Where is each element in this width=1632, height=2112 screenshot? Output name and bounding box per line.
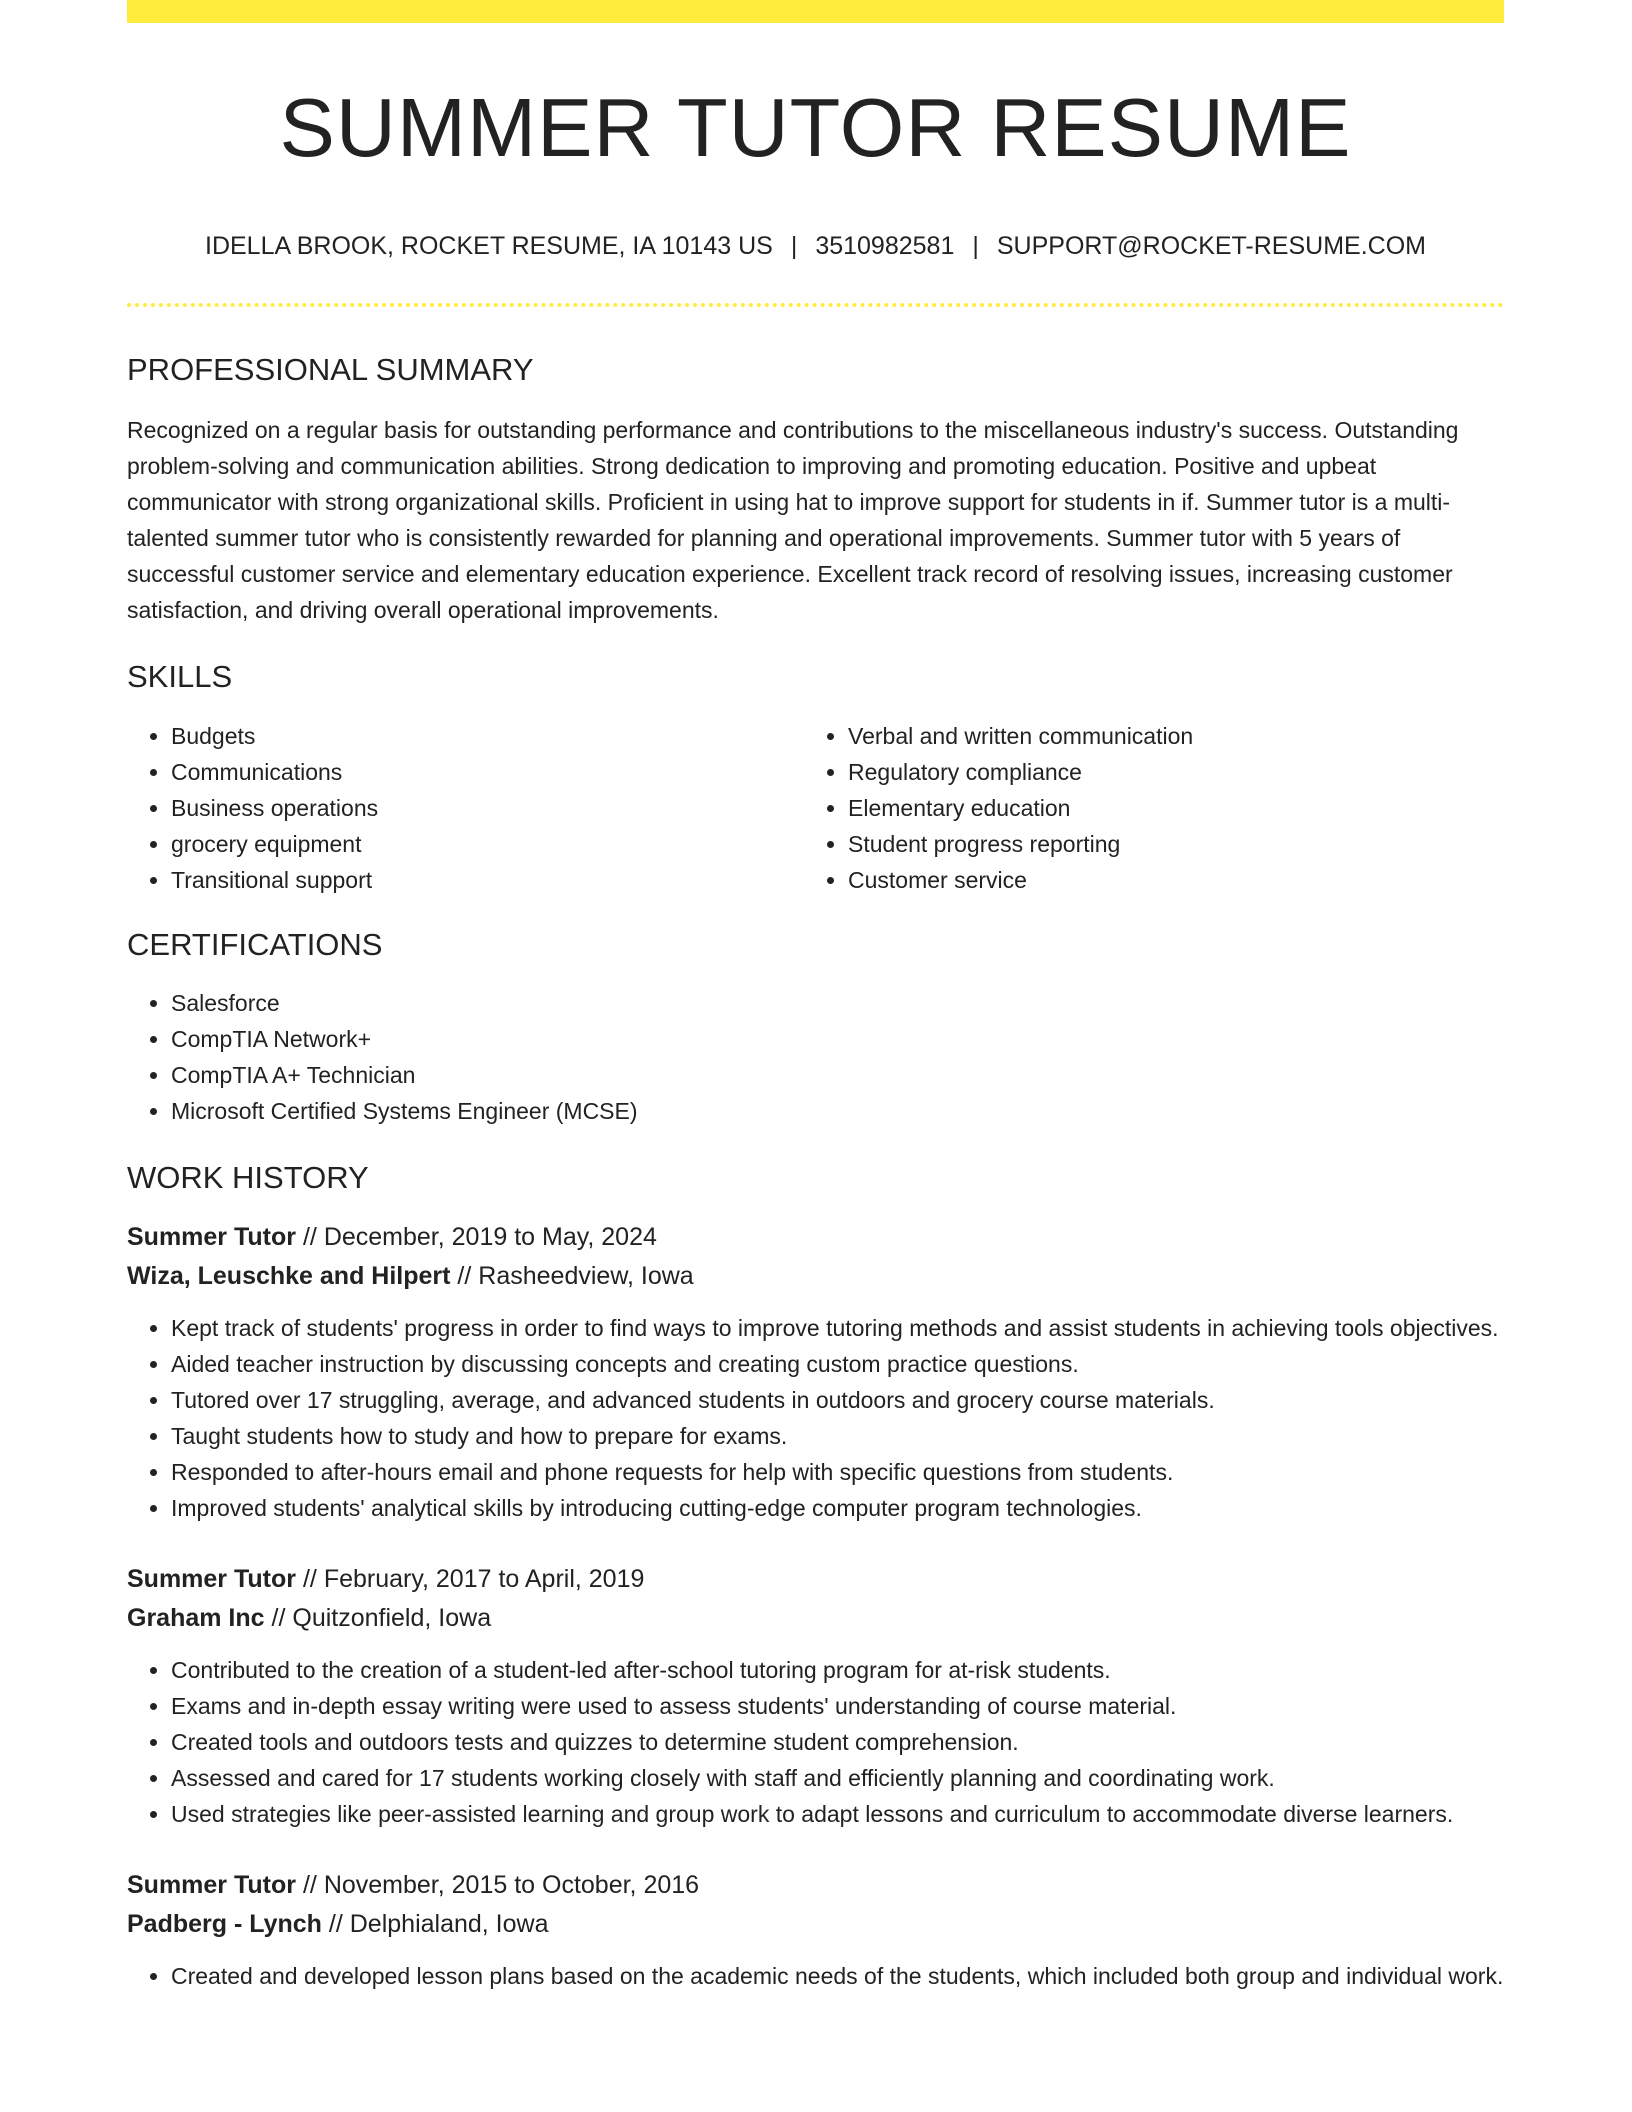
contact-separator: |: [790, 232, 798, 261]
skills-columns: [127, 718, 1504, 898]
skills-column-right: [804, 718, 1481, 898]
contact-separator: |: [972, 232, 979, 261]
skill-item: • Business operations: [171, 790, 804, 826]
job-title: Summer Tutor: [127, 1565, 296, 1594]
skill-item: • Transitional support: [171, 862, 804, 898]
job-separator: //: [457, 1262, 472, 1291]
skill-item: • Customer service: [848, 862, 1481, 898]
job-duty: • Tutored over 17 struggling, average, and advanced students in outdoors and grocery course materials.: [171, 1382, 1504, 1418]
contact-phone: 3510982581: [815, 232, 955, 261]
job-duty: • Responded to after-hours email and phone requests for help with specific questions from students.: [171, 1454, 1504, 1490]
header-divider: [127, 303, 1504, 307]
skill-item: • grocery equipment: [171, 826, 804, 862]
contact-line: [127, 231, 1504, 261]
accent-top-bar: [127, 0, 1504, 23]
job-entry: [127, 1866, 1504, 1994]
job-company: Padberg - Lynch: [127, 1910, 322, 1939]
job-title: Summer Tutor: [127, 1223, 296, 1252]
job-company: Graham Inc: [127, 1604, 265, 1633]
skill-item: • Verbal and written communication: [848, 718, 1481, 754]
job-duty: • Taught students how to study and how to prepare for exams.: [171, 1418, 1504, 1454]
job-title-line: [127, 1218, 1504, 1257]
skill-item: • Student progress reporting: [848, 826, 1481, 862]
skills-column-left: [127, 718, 804, 898]
job-duty: • Used strategies like peer-assisted learning and group work to adapt lessons and curriculum to accommodate diverse learners.: [171, 1796, 1504, 1832]
certification-item: • Salesforce: [171, 985, 1504, 1021]
contact-email: SUPPORT@ROCKET-RESUME.COM: [996, 232, 1426, 261]
summary-heading: PROFESSIONAL SUMMARY: [127, 352, 534, 388]
job-separator: //: [302, 1223, 317, 1252]
job-title-line: [127, 1560, 1504, 1599]
job-title-line: [127, 1866, 1504, 1905]
skill-item: • Regulatory compliance: [848, 754, 1481, 790]
job-duty: • Created and developed lesson plans based on the academic needs of the students, which included both group and individual work.: [171, 1958, 1504, 1994]
job-duty: • Created tools and outdoors tests and quizzes to determine student comprehension.: [171, 1724, 1504, 1760]
skills-heading: SKILLS: [127, 659, 233, 695]
job-duty: • Kept track of students' progress in order to find ways to improve tutoring methods and assist students in achieving tools objectives.: [171, 1310, 1504, 1346]
job-duty: • Aided teacher instruction by discussing concepts and creating custom practice questions.: [171, 1346, 1504, 1382]
certification-item: • CompTIA Network+: [171, 1021, 1504, 1057]
job-title: Summer Tutor: [127, 1871, 296, 1900]
job-separator: //: [328, 1910, 343, 1939]
skill-item: • Budgets: [171, 718, 804, 754]
job-separator: //: [302, 1565, 317, 1594]
skill-item: • Elementary education: [848, 790, 1481, 826]
contact-address: IDELLA BROOK, ROCKET RESUME, IA 10143 US: [205, 232, 773, 261]
job-location: Quitzonfield, Iowa: [292, 1604, 492, 1633]
job-duty: • Contributed to the creation of a student-led after-school tutoring program for at-risk students.: [171, 1652, 1504, 1688]
skills-list-left: [127, 718, 804, 898]
job-duty: • Exams and in-depth essay writing were used to assess students' understanding of course material.: [171, 1688, 1504, 1724]
certifications-list: [127, 985, 1504, 1129]
job-company: Wiza, Leuschke and Hilpert: [127, 1262, 451, 1291]
job-duties-list: [127, 1310, 1504, 1526]
job-dates: February, 2017 to April, 2019: [323, 1565, 645, 1594]
job-entry: [127, 1560, 1504, 1832]
job-dates: November, 2015 to October, 2016: [323, 1871, 700, 1900]
job-location: Rasheedview, Iowa: [478, 1262, 694, 1291]
job-duties-list: [127, 1652, 1504, 1832]
certification-item: • Microsoft Certified Systems Engineer (MCSE): [171, 1093, 1504, 1129]
job-company-line: [127, 1905, 1504, 1944]
resume-page: [127, 0, 1504, 1994]
certification-item: • CompTIA A+ Technician: [171, 1057, 1504, 1093]
job-duties-list: [127, 1958, 1504, 1994]
job-duty: • Assessed and cared for 17 students working closely with staff and efficiently planning and coordinating work.: [171, 1760, 1504, 1796]
job-duty: • Improved students' analytical skills by introducing cutting-edge computer program technologies.: [171, 1490, 1504, 1526]
skills-list-right: [804, 718, 1481, 898]
resume-title: SUMMER TUTOR RESUME: [279, 81, 1352, 174]
job-dates: December, 2019 to May, 2024: [323, 1223, 657, 1252]
job-company-line: [127, 1257, 1504, 1296]
certifications-heading: CERTIFICATIONS: [127, 926, 383, 962]
job-separator: //: [271, 1604, 286, 1633]
job-company-line: [127, 1599, 1504, 1638]
job-location: Delphialand, Iowa: [349, 1910, 549, 1939]
job-separator: //: [302, 1871, 317, 1900]
skill-item: • Communications: [171, 754, 804, 790]
work-history-heading: WORK HISTORY: [127, 1159, 369, 1195]
summary-text: Recognized on a regular basis for outstanding performance and contributions to the miscellaneous industry's success. Outstanding problem-solving and communication abilities. Strong dedication to improving and promoting education. Positive and upbeat communicator with strong organizational skills. Proficient in using hat to improve support for students in if. Summer tutor is a multi-talented summer tutor who is consistently rewarded for planning and operational improvements. Summer tutor with 5 years of successful customer service and elementary education experience. Excellent track record of resolving issues, increasing customer satisfaction, and driving overall operational improvements.: [127, 417, 1459, 624]
job-entry: [127, 1218, 1504, 1526]
